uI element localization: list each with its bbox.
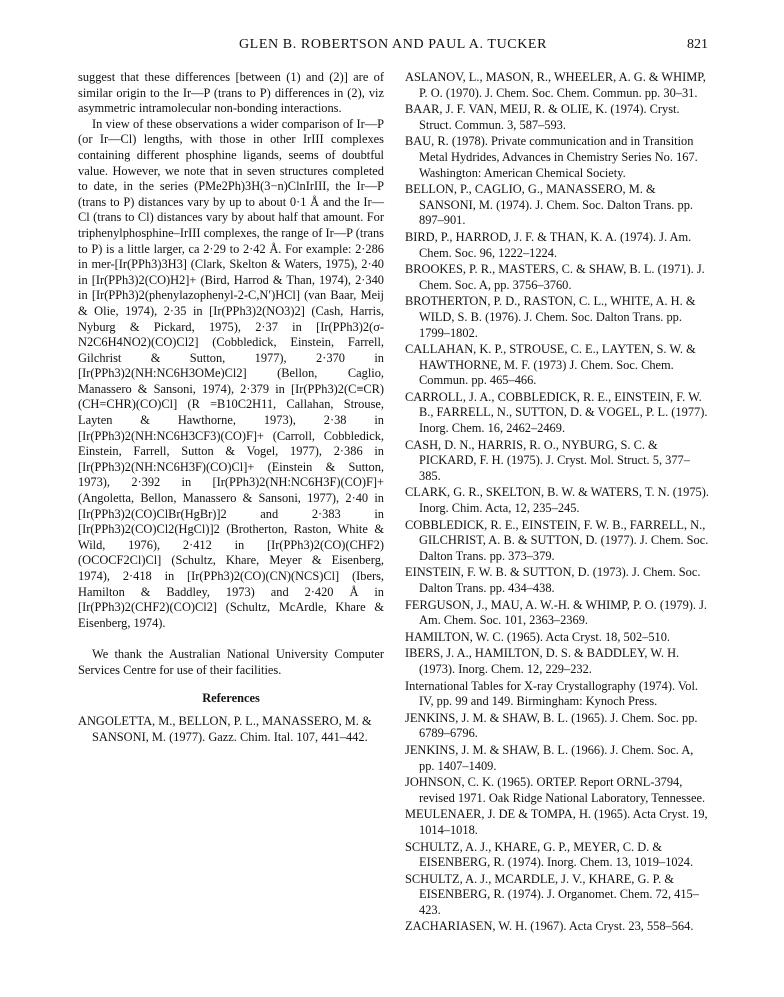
reference-entry: ANGOLETTA, M., BELLON, P. L., MANASSERO, M. & SANSONI, M. (1977). Gazz. Chim. Ital. 107, 441–442. <box>78 714 372 744</box>
reference-entry: COBBLEDICK, R. E., EINSTEIN, F. W. B., FARRELL, N., GILCHRIST, A. B. & SUTTON, D. (1977). J. Chem. Soc. Dalton Trans. pp. 373–379. <box>405 517 709 563</box>
references-heading: References <box>202 690 260 705</box>
reference-entry: BELLON, P., CAGLIO, G., MANASSERO, M. & SANSONI, M. (1974). J. Chem. Soc. Dalton Trans. pp. 897–901. <box>405 182 693 228</box>
acknowledgement-paragraph: We thank the Australian National University Computer Services Centre for use of their facilities. <box>78 647 384 677</box>
body-paragraph: suggest that these differences [between (1) and (2)] are of similar origin to the Ir—P (trans to P) differences in (2), viz asymmetric intramolecular non-bonding interactions. <box>78 70 384 116</box>
reference-entry: MEULENAER, J. DE & TOMPA, H. (1965). Acta Cryst. 19, 1014–1018. <box>405 807 708 837</box>
reference-entry: JENKINS, J. M. & SHAW, B. L. (1966). J. Chem. Soc. A, pp. 1407–1409. <box>405 742 694 773</box>
reference-entry: JOHNSON, C. K. (1965). ORTEP. Report ORNL-3794, revised 1971. Oak Ridge National Laboratory, Tennessee. <box>405 775 706 805</box>
body-paragraph: In view of these observations a wider comparison of Ir—P (or Ir—Cl) lengths, with those in other IrIII complexes containing different phosphine ligands, seems of doubtful value. However, we note that in seven structures completed to date, in the series (PMe2Ph)3H(3−n)ClnIrIII, the Ir—P (trans to P) distances vary by up to about 0·1 Å and the Ir—Cl (trans to Cl) distances vary by about half that amount. For triphenylphosphine–IrIII complexes, the range of Ir—P (trans to P) is a little larger, ca 2·29 to 2·42 Å. For example: 2·286 in mer-[Ir(PPh3)3H3] (Clark, Skelton & Waters, 1975), 2·40 in [Ir(PPh3)2(CO)H2]+ (Bird, Harrod & Than, 1974), 2·340 in [Ir(PPh3)2(phenylazophenyl-2-C,N′)HCl] (van Baar, Meij & Olie, 1974), 2·35 in [Ir(PPh3)2(NO3)2] (Cash, Harris, Nyburg & Pickard, 1975), 2·37 in [Ir(PPh3)2(σ-N2C6H4NO2)(CO)Cl2] (Cobbledick, Einstein, Farrell, Gilchrist & Sutton, 1977), 2·370 in [Ir(PPh3)2(NH:NC6H3OMe)Cl2] (Bellon, Caglio, Manassero & Sansoni, 1974), 2·379 in [Ir(PPh3)2(C≡CR)(CH=CHR)(CO)Cl] (R =B10C2H11, Callahan, Strouse, Layten & Hawthorne, 1973), 2·38 in [Ir(PPh3)2(NH:NC6H3CF3)(CO)F]+ (Carroll, Cobbledick, Einstein, Farrell, Sutton & Vogel, 1977), 2·386 in [Ir(PPh3)2(NH:NC6H3F)(CO)Cl]+ (Einstein & Sutton, 1973), 2·392 in [Ir(PPh3)2(NH:NC6H3F)(CO)F]+ (Angoletta, Bellon, Manassero & Sansoni, 1977), 2·40 in [Ir(PPh3)2(CO)ClBr(HgBr)]2 and 2·383 in [Ir(PPh3)2(CO)Cl2(HgCl)]2 (Brotherton, Raston, White & Wild, 1976), 2·412 in [Ir(PPh3)2(CO)(CHF2)(OCOCF2Cl)Cl] (Schultz, Khare, Meyer & Eisenberg, 1974), 2·418 in [Ir(PPh3)2(CO)(CN)(NCS)Cl] (Ibers, Hamilton & Baddley, 1973) and 2·420 Å in [Ir(PPh3)2(CHF2)(CO)Cl2] (Schultz, McArdle, Khare & Eisenberg, 1974). <box>78 116 384 630</box>
page-header <box>78 37 708 59</box>
page-number: 821 <box>687 37 708 52</box>
running-head: GLEN B. ROBERTSON AND PAUL A. TUCKER <box>238 37 548 52</box>
reference-entry: CALLAHAN, K. P., STROUSE, C. E., LAYTEN, S. W. & HAWTHORNE, M. F. (1973) J. Chem. Soc. Chem. Commun. pp. 465–466. <box>405 342 696 388</box>
reference-entry: CARROLL, J. A., COBBLEDICK, R. E., EINSTEIN, F. W. B., FARRELL, N., SUTTON, D. & VOGEL, P. L. (1977). Inorg. Chem. 16, 2462–2469. <box>405 389 708 436</box>
reference-entry: BAU, R. (1978). Private communication and in Transition Metal Hydrides, Advances in Chemistry Series No. 167. Washington: American Chemical Society. <box>405 134 698 180</box>
reference-entry: BAAR, J. F. VAN, MEIJ, R. & OLIE, K. (1974). Cryst. Struct. Commun. 3, 587–593. <box>405 102 680 132</box>
reference-entry: SCHULTZ, A. J., MCARDLE, J. V., KHARE, G. P. & EISENBERG, R. (1974). J. Organomet. Chem. 72, 415–423. <box>405 871 699 917</box>
paragraph-gap <box>78 631 384 647</box>
reference-entry: BROOKES, P. R., MASTERS, C. & SHAW, B. L. (1971). J. Chem. Soc. A, pp. 3756–3760. <box>405 262 705 292</box>
reference-entry: BIRD, P., HARROD, J. F. & THAN, K. A. (1974). J. Am. Chem. Soc. 96, 1222–1224. <box>405 229 692 260</box>
reference-entry: International Tables for X-ray Crystallography (1974). Vol. IV, pp. 99 and 149. Birmingham: Kynoch Press. <box>405 678 698 709</box>
reference-entry: SCHULTZ, A. J., KHARE, G. P., MEYER, C. D. & EISENBERG, R. (1974). Inorg. Chem. 13, 1019–1024. <box>405 839 694 870</box>
reference-entry: JENKINS, J. M. & SHAW, B. L. (1965). J. Chem. Soc. pp. 6789–6796. <box>405 710 698 741</box>
reference-entry: IBERS, J. A., HAMILTON, D. S. & BADDLEY, W. H. (1973). Inorg. Chem. 12, 229–232. <box>405 646 680 676</box>
reference-entry: EINSTEIN, F. W. B. & SUTTON, D. (1973). J. Chem. Soc. Dalton Trans. pp. 434–438. <box>405 565 701 595</box>
reference-entry: HAMILTON, W. C. (1965). Acta Cryst. 18, 502–510. <box>405 629 671 644</box>
reference-entry: BROTHERTON, P. D., RASTON, C. L., WHITE, A. H. & WILD, S. B. (1976). J. Chem. Soc. Dalton Trans. pp. 1799–1802. <box>405 294 696 340</box>
reference-entry: ZACHARIASEN, W. H. (1967). Acta Cryst. 23, 558–564. <box>405 919 694 934</box>
reference-entry: ASLANOV, L., MASON, R., WHEELER, A. G. & WHIMP, P. O. (1970). J. Chem. Soc. Chem. Commun. pp. 30–31. <box>405 70 706 100</box>
right-column <box>405 70 709 936</box>
reference-entry: CLARK, G. R., SKELTON, B. W. & WATERS, T. N. (1975). Inorg. Chim. Acta, 12, 235–245. <box>405 485 709 516</box>
left-column <box>78 70 384 746</box>
reference-entry: CASH, D. N., HARRIS, R. O., NYBURG, S. C. & PICKARD, F. H. (1975). J. Cryst. Mol. Struct. 5, 377–385. <box>405 437 690 483</box>
reference-entry: FERGUSON, J., MAU, A. W.-H. & WHIMP, P. O. (1979). J. Am. Chem. Soc. 101, 2363–2369. <box>405 597 707 628</box>
